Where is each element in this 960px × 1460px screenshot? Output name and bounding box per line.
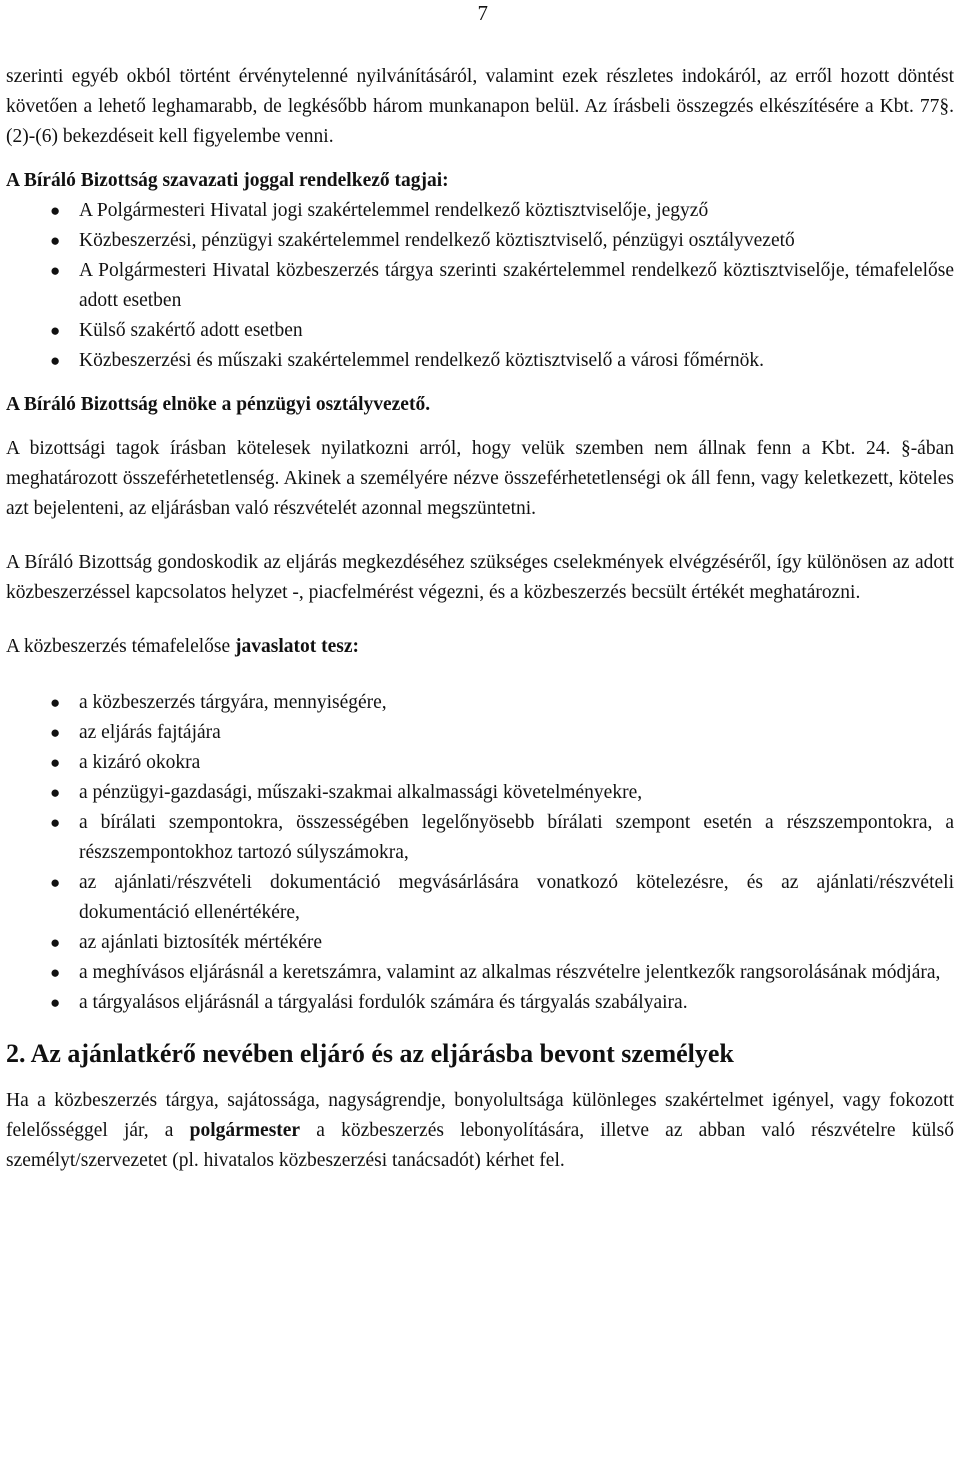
bullet-icon: ● (50, 753, 61, 772)
list-item (6, 226, 954, 256)
list-item-text: a kizáró okokra (79, 752, 201, 773)
list-item-text: a pénzügyi-gazdasági, műszaki-szakmai alkalmassági követelményekre, (79, 782, 643, 803)
list-item (6, 688, 954, 718)
preparation-paragraph: A Bíráló Bizottság gondoskodik az eljárás megkezdéséhez szükséges cselekmények elvégzéséről, így különösen az adott közbeszerzéssel kapcsolatos helyzet -, piacfelmérést végezni, és a közbeszerzés becsült értékét meghatározni. (6, 552, 954, 603)
section-2-text: Ha a közbeszerzés tárgya, sajátossága, nagyságrendje, bonyolultsága különleges szakértelmet igényel, vagy fokozott felelősséggel jár, a (6, 1090, 954, 1141)
document-body (6, 62, 954, 1176)
bullet-icon: ● (50, 873, 61, 892)
bullet-icon: ● (50, 351, 61, 370)
list-item (6, 808, 954, 868)
list-item (6, 748, 954, 778)
section-2-title: 2. Az ajánlatkérő nevében eljáró és az eljárásba bevont személyek (6, 1039, 734, 1068)
declaration-paragraph: A bizottsági tagok írásban kötelesek nyilatkozni arról, hogy velük szemben nem állnak fenn a Kbt. 24. §-ában meghatározott összeférhetetlenség. Akinek a személyére nézve összeférhetetlenségi ok áll fenn, vagy keletkezett, köteles azt bejelenteni, az eljárásban való részvételét azonnal megszüntetni. (6, 438, 954, 519)
list-item-text: a közbeszerzés tárgyára, mennyiségére, (79, 692, 387, 713)
list-item-text: Közbeszerzési és műszaki szakértelemmel rendelkező köztisztviselő a városi főmérnök. (79, 350, 764, 371)
members-heading: A Bíráló Bizottság szavazati joggal rendelkező tagjai: (6, 170, 449, 191)
section-2-bold: polgármester (189, 1120, 301, 1141)
list-item-text: a meghívásos eljárásnál a keretszámra, valamint az alkalmas részvételre jelentkezők rangsorolásának módjára, (79, 962, 941, 983)
list-item (6, 868, 954, 928)
list-item-text: A Polgármesteri Hivatal jogi szakértelemmel rendelkező köztisztviselője, jegyző (79, 200, 709, 221)
bullet-icon: ● (50, 261, 61, 280)
list-item (6, 958, 954, 988)
list-item-text: Közbeszerzési, pénzügyi szakértelemmel rendelkező köztisztviselő, pénzügyi osztályvezető (79, 230, 795, 251)
bullet-icon: ● (50, 693, 61, 712)
proposals-list (6, 688, 954, 1018)
list-item-text: az ajánlati biztosíték mértékére (79, 932, 323, 953)
proposal-intro-bold: javaslatot tesz: (235, 636, 360, 657)
intro-paragraph: szerinti egyéb okból történt érvénytelenné nyilvánításáról, valamint ezek részletes indokáról, az erről hozott döntést követően a lehető leghamarabb, de legkésőbb három munkanapon belül. Az írásbeli összegzés elkészítésére a Kbt. 77§. (2)-(6) bekezdéseit kell figyelembe venni. (6, 66, 954, 147)
list-item (6, 718, 954, 748)
list-item (6, 316, 954, 346)
bullet-icon: ● (50, 321, 61, 340)
list-item-text: az ajánlati/részvételi dokumentáció megvásárlására vonatkozó kötelezésre, és az ajánlati/részvételi dokumentáció ellenértékére, (79, 872, 954, 923)
section-2-text-end: a közbeszerzés lebonyolítására, illetve az abban való részvételre külső személyt/szervezetet (pl. hivatalos közbeszerzési tanácsadót) kérhet fel. (6, 1120, 954, 1171)
list-item-text: a bírálati szempontokra, összességében legelőnyösebb bírálati szempont esetén a részszempontokra, a részszempontokhoz tartozó súlyszámokra, (79, 812, 954, 863)
list-item-text: Külső szakértő adott esetben (79, 320, 303, 341)
list-item (6, 346, 954, 376)
list-item-text: A Polgármesteri Hivatal közbeszerzés tárgya szerinti szakértelemmel rendelkező köztisztviselője, témafelelőse adott esetben (79, 260, 954, 311)
bullet-icon: ● (50, 201, 61, 220)
bullet-icon: ● (50, 783, 61, 802)
list-item (6, 778, 954, 808)
list-item (6, 928, 954, 958)
bullet-icon: ● (50, 813, 61, 832)
section-2-paragraph (6, 1086, 954, 1176)
bullet-icon: ● (50, 993, 61, 1012)
bullet-icon: ● (50, 231, 61, 250)
bullet-icon: ● (50, 963, 61, 982)
list-item (6, 988, 954, 1018)
chair-statement: A Bíráló Bizottság elnöke a pénzügyi osztályvezető. (6, 394, 431, 415)
bullet-icon: ● (50, 933, 61, 952)
proposal-intro-text: A közbeszerzés témafelelőse (6, 636, 236, 657)
list-item-text: az eljárás fajtájára (79, 722, 221, 743)
proposal-intro (6, 632, 954, 662)
list-item (6, 196, 954, 226)
list-item-text: a tárgyalásos eljárásnál a tárgyalási fordulók számára és tárgyalás szabályaira. (79, 992, 688, 1013)
bullet-icon: ● (50, 723, 61, 742)
page-number: 7 (477, 1, 488, 25)
list-item (6, 256, 954, 316)
members-list (6, 196, 954, 376)
